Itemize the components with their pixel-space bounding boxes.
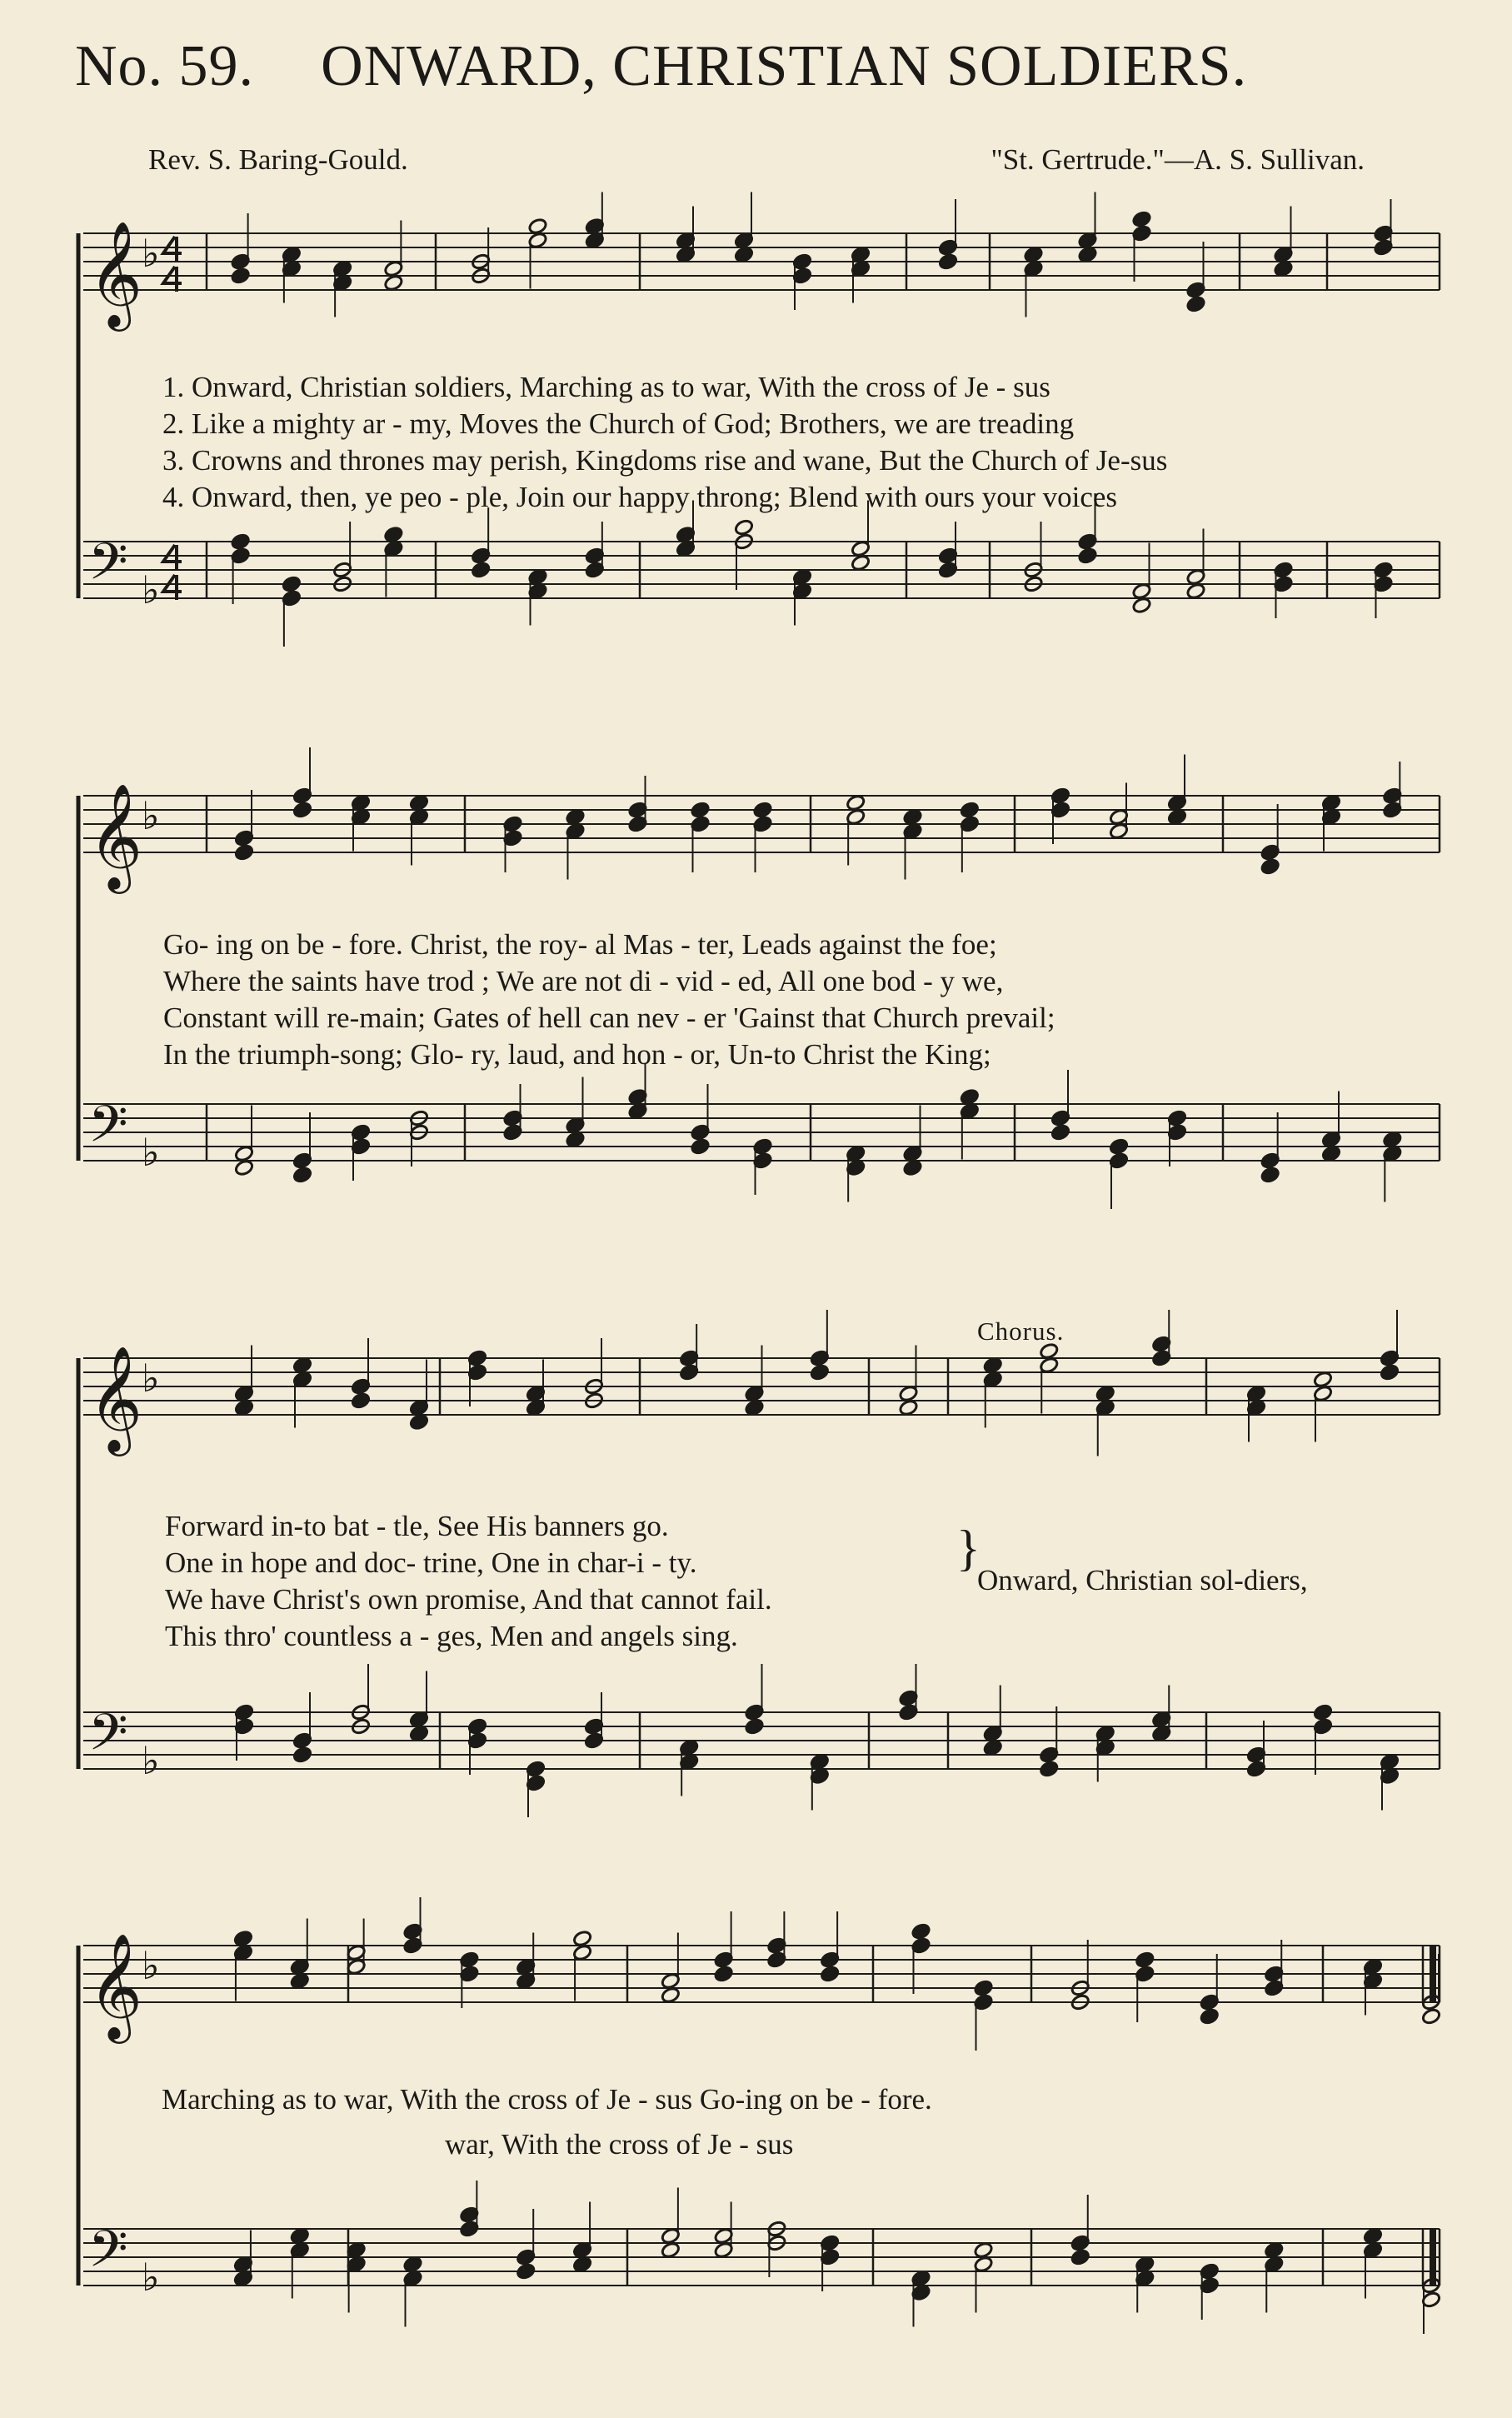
note-head-icon xyxy=(846,794,866,812)
note-head-icon xyxy=(1039,1342,1059,1360)
note-head-icon xyxy=(516,2262,536,2280)
key-flat-icon: ♭ xyxy=(142,2256,160,2299)
key-flat-icon: ♭ xyxy=(142,569,160,612)
lyric-verse-3: We have Christ's own promise, And that cannot fail. xyxy=(165,1583,772,1616)
note-head-icon xyxy=(690,1137,710,1155)
hymn-title: ONWARD, CHRISTIAN SOLDIERS. xyxy=(321,34,1248,98)
note-head-icon xyxy=(1077,246,1097,263)
note-head-icon xyxy=(1260,857,1280,875)
note-head-icon xyxy=(1039,1760,1059,1777)
note-head-icon xyxy=(383,274,403,292)
note-head-icon xyxy=(744,1717,764,1735)
note-head-icon xyxy=(1077,547,1097,564)
note-head-icon xyxy=(1321,1145,1341,1162)
note-head-icon xyxy=(1264,2241,1284,2259)
treble-clef-icon: 𝄞 xyxy=(88,1345,143,1451)
key-flat-icon: ♭ xyxy=(142,1357,160,1400)
note-head-icon xyxy=(1109,1137,1129,1155)
note-head-icon xyxy=(234,1399,254,1416)
key-flat-icon: ♭ xyxy=(142,1945,160,1987)
note-head-icon xyxy=(744,1399,764,1416)
note-head-icon xyxy=(231,267,251,284)
system-3-lyrics xyxy=(165,1508,772,1655)
note-head-icon xyxy=(1070,2248,1090,2266)
note-head-icon xyxy=(734,246,754,263)
author-credit: Rev. S. Baring-Gould. xyxy=(148,143,408,176)
note-head-icon xyxy=(527,217,547,235)
note-head-icon xyxy=(1200,2007,1220,2025)
system-4-alto-lyric: war, With the cross of Je - sus xyxy=(445,2128,794,2161)
treble-clef-icon: 𝄞 xyxy=(88,782,143,889)
treble-clef-icon: 𝄞 xyxy=(88,1932,143,2039)
note-head-icon xyxy=(290,2227,310,2245)
lyric-verse-2: One in hope and doc- trine, One in char-i - ty. xyxy=(165,1546,697,1579)
time-signature-digit-icon xyxy=(163,575,182,600)
lyric-verse-4: This thro' countless a - ges, Men and angels sing. xyxy=(165,1620,738,1652)
bass-clef-icon: 𝄢 xyxy=(88,1095,128,1167)
note-head-icon xyxy=(960,801,980,818)
note-head-icon xyxy=(572,1930,592,1947)
note-head-icon xyxy=(810,1363,830,1381)
note-head-icon xyxy=(409,794,429,812)
note-head-icon xyxy=(898,1399,918,1416)
lyric-verse-3: 3. Crowns and thrones may perish, Kingdoms rise and wane, But the Church of Je-sus xyxy=(162,444,1168,477)
note-head-icon xyxy=(351,1391,371,1409)
note-head-icon xyxy=(409,1725,429,1742)
note-head-icon xyxy=(902,808,922,826)
note-head-icon xyxy=(471,561,491,578)
credits-line xyxy=(148,143,1365,177)
treble-clef-icon: 𝄞 xyxy=(88,220,143,327)
lyric-verse-3: Constant will re-main; Gates of hell can nev - er 'Gainst that Church prevail; xyxy=(163,1002,1055,1034)
note-head-icon xyxy=(938,252,958,270)
note-head-icon xyxy=(1382,1131,1402,1148)
note-head-icon xyxy=(565,808,585,826)
note-head-icon xyxy=(1185,295,1205,312)
note-head-icon xyxy=(1313,1703,1333,1721)
system-1-lyrics xyxy=(162,369,1167,516)
lyric-verse-1: Go- ing on be - fore. Christ, the roy- al Mas - ter, Leads against the foe; xyxy=(163,928,997,961)
note-head-icon xyxy=(290,1972,310,1990)
note-head-icon xyxy=(752,801,772,818)
note-head-icon xyxy=(1023,246,1043,263)
verse-brace: } xyxy=(956,1521,981,1576)
music-system-2 xyxy=(73,750,1446,1233)
note-head-icon xyxy=(1131,597,1151,614)
note-head-icon xyxy=(1421,2007,1441,2025)
bass-clef-icon: 𝄢 xyxy=(88,1703,128,1775)
bass-clef-icon: 𝄢 xyxy=(88,2220,128,2291)
lyric-verse-4: 4. Onward, then, ye peo - ple, Join our happy throng; Blend with ours your voices xyxy=(162,481,1118,513)
note-head-icon xyxy=(233,1930,253,1947)
note-head-icon xyxy=(911,1922,931,1940)
note-head-icon xyxy=(734,518,754,536)
note-head-icon xyxy=(292,1166,312,1183)
key-flat-icon: ♭ xyxy=(142,232,160,275)
note-head-icon xyxy=(661,1986,681,2004)
chorus-label: Chorus. xyxy=(977,1316,1065,1346)
note-head-icon xyxy=(851,554,871,572)
note-head-icon xyxy=(234,843,254,861)
note-head-icon xyxy=(1095,1385,1115,1402)
note-head-icon xyxy=(292,801,312,818)
chorus-lyric: Onward, Christian sol-diers, xyxy=(977,1564,1308,1596)
bass-clef-icon: 𝄢 xyxy=(88,532,128,604)
note-head-icon xyxy=(402,2256,422,2273)
music-system-4 xyxy=(73,1900,1446,2366)
note-head-icon xyxy=(973,1979,993,1996)
time-signature-digit-icon xyxy=(163,267,182,292)
system-2-lyrics xyxy=(163,927,1055,1073)
note-head-icon xyxy=(960,1088,980,1106)
time-signature-digit-icon xyxy=(163,545,182,570)
system-4-lyrics xyxy=(162,2081,932,2118)
tune-credit: "St. Gertrude."—A. S. Sullivan. xyxy=(991,143,1365,176)
note-head-icon xyxy=(292,1356,312,1374)
note-head-icon xyxy=(292,1746,312,1763)
note-head-icon xyxy=(1380,1363,1400,1381)
note-head-icon xyxy=(1131,210,1151,227)
lyric-verse-1: 1. Onward, Christian soldiers, Marching as to war, With the cross of Je - sus xyxy=(162,371,1050,403)
note-head-icon xyxy=(973,2241,993,2259)
lyric-verse-1: Forward in-to bat - tle, See His banners go. xyxy=(165,1510,669,1542)
note-head-icon xyxy=(383,526,403,543)
note-head-icon xyxy=(282,575,302,592)
key-flat-icon: ♭ xyxy=(142,1740,160,1782)
note-head-icon xyxy=(1135,1951,1155,1968)
note-head-icon xyxy=(565,1131,585,1148)
lyric-soprano: Marching as to war, With the cross of Je - sus Go-ing on be - fore. xyxy=(162,2083,932,2116)
music-system-1 xyxy=(73,192,1446,675)
note-head-icon xyxy=(690,801,710,818)
lyric-verse-4: In the triumph-song; Glo- ry, laud, and hon - or, Un-to Christ the King; xyxy=(163,1038,991,1071)
lyric-verse-2: Where the saints have trod ; We are not di - vid - ed, All one bod - y we, xyxy=(163,965,1004,997)
hymn-title-row xyxy=(75,33,1475,100)
hymn-number: No. 59. xyxy=(75,34,255,98)
note-head-icon xyxy=(234,1159,254,1177)
note-head-icon xyxy=(1167,808,1187,826)
key-flat-icon: ♭ xyxy=(142,795,160,837)
note-head-icon xyxy=(1273,260,1293,277)
note-head-icon xyxy=(231,532,251,550)
note-head-icon xyxy=(1260,1166,1280,1183)
note-head-icon xyxy=(983,1356,1003,1374)
note-head-icon xyxy=(661,2241,681,2259)
note-head-icon xyxy=(1313,1371,1333,1388)
note-head-icon xyxy=(983,1739,1003,1756)
note-head-icon xyxy=(409,1413,429,1431)
note-head-icon xyxy=(714,1965,734,1982)
note-head-icon xyxy=(820,1965,840,1982)
music-system-3 xyxy=(73,1308,1446,1825)
note-head-icon xyxy=(902,1159,922,1177)
note-head-icon xyxy=(1050,1123,1070,1141)
lyric-verse-2: 2. Like a mighty ar - my, Moves the Church of God; Brothers, we are treading xyxy=(162,407,1075,440)
note-head-icon xyxy=(1185,582,1205,600)
key-flat-icon: ♭ xyxy=(142,1132,160,1174)
note-head-icon xyxy=(572,2256,592,2273)
time-signature-digit-icon xyxy=(163,237,182,262)
note-head-icon xyxy=(1363,2227,1383,2245)
